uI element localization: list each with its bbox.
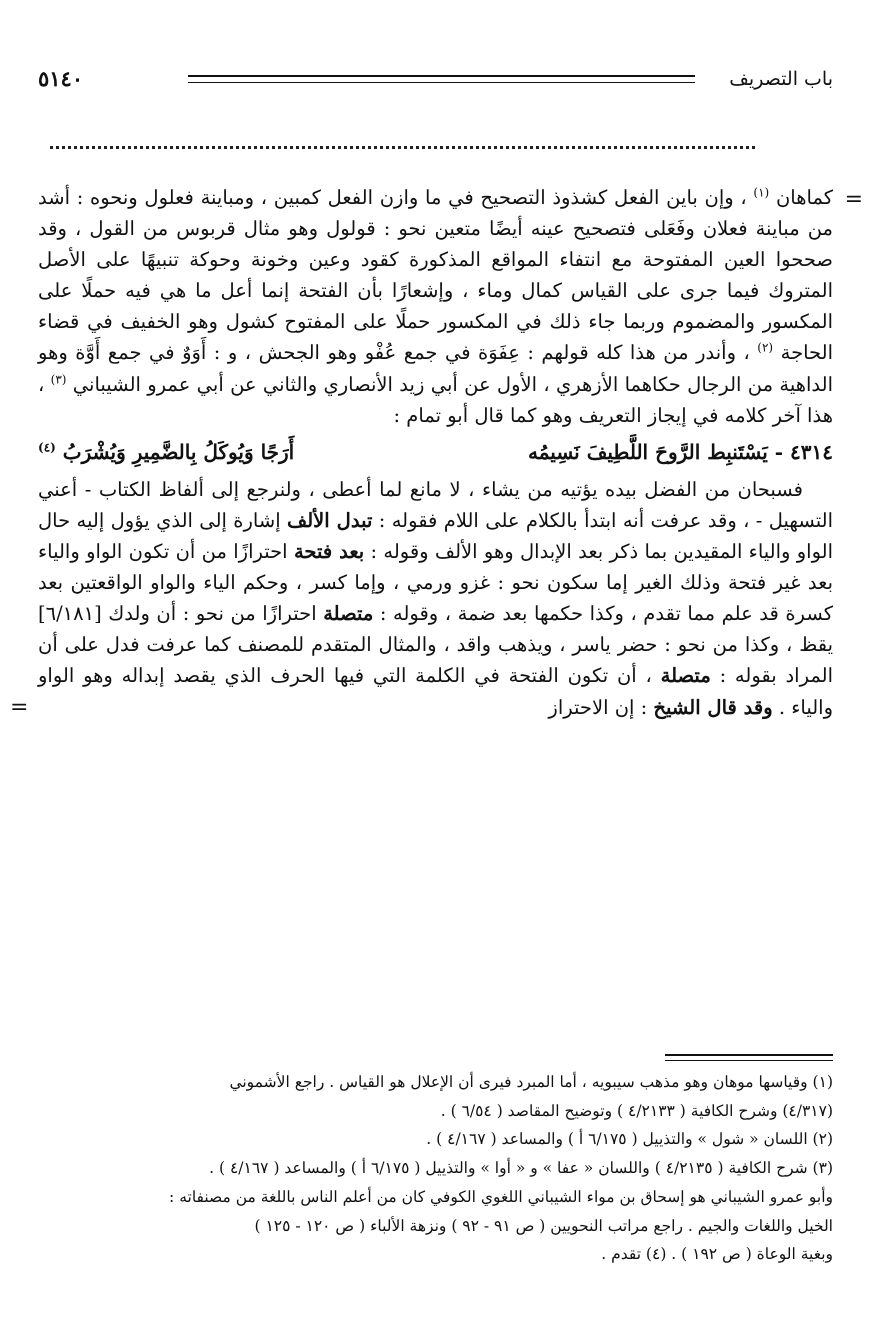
footnote-line: (٤/٣١٧) وشرح الكافية ( ٤/٢١٣٣ ) وتوضيح المقاصد ( ٦/٥٤ ) . <box>440 1101 833 1120</box>
footnote-line: (١) وقياسها موهان وهو مذهب سيبويه ، أما المبرد فيرى أن الإعلال هو القياس . راجع الأشموني <box>229 1073 833 1091</box>
footnote-line: وبغية الوعاة ( ص ١٩٢ ) . (٤) تقدم . <box>601 1245 833 1264</box>
footnote-ref-4: (٤) <box>38 440 56 455</box>
verse-second-hemistich: أَرَجًا وَيُوكَلُ بِالضَّمِيرِ وَيُشْرَبُ $^{(٤)}$ <box>38 439 295 464</box>
main-text <box>10 182 863 723</box>
dotted-separator <box>50 146 755 149</box>
header-rule <box>188 75 695 83</box>
footnote-ref-1: (١) <box>753 185 770 200</box>
paragraph-1: كماهان $^{(١)}$ ، وإن باين الفعل كشذوذ التصحيح في ما وازن الفعل كمبين ، ومباينة فعلول ونحوه : أشد من مباينة فعلان وفَعَلى فتصحيح عينه أيضًا متعين نحو : قولول وهو مثال قربوس من القول ، وقد صححوا العين المفتوحة مع انتفاء المواقع المذكورة كقود وعين وخونة وحوكة تنبيهًا على الأصل المتروك فيما جرى على القياس كمال وماء ، وإشعارًا بأن الفتحة إنما أعل ما هي فيه حملًا على المكسور والمضموم وربما جاء ذلك في المكسور حملًا على المفتوح كشول وهو الخفيف في قضاء الحاجة $^{(٢)}$ ، وأندر من هذا كله قولهم : عِفَوَة في جمع عُفْو وهو الجحش ، و : أَوَوٌ في جمع أَوَّة وهو الداهية من الرجال حكاهما الأزهري ، الأول عن أبي زيد الأنصاري والثاني عن أبي عمرو الشيباني $^{(٣)}$ ، هذا آخر كلامه في إيجاز التعريف وهو كما قال أبو تمام : <box>38 185 834 427</box>
footnote-rule <box>665 1054 833 1061</box>
chapter-title: باب التصريف <box>729 68 833 90</box>
continuation-mark-end: = <box>10 694 29 720</box>
footnote-ref-3: (٣) <box>50 372 67 387</box>
footnote-ref-2: (٢) <box>757 340 774 355</box>
footnote-line: وأبو عمرو الشيباني هو إسحاق بن مواء الشيباني اللغوي الكوفي كان من أعلم الناس باللغة من مصنفاته : <box>169 1187 833 1206</box>
bold-term: متصلة <box>660 664 711 688</box>
poetry-verse <box>38 437 833 468</box>
footnote-line: (٢) اللسان « شول » والتذييل ( ٦/١٧٥ أ ) والمساعد ( ٤/١٦٧ ) . <box>426 1130 833 1149</box>
bold-term: وقد قال الشيخ <box>653 695 773 719</box>
footnotes <box>38 1068 833 1269</box>
verse-number: ٤٣١٤ - <box>774 439 833 464</box>
footnote-line: الخيل واللغات والجيم . راجع مراتب النحويين ( ص ٩١ - ٩٢ ) ونزهة الألباء ( ص ١٢٠ - ١٢٥ ) <box>254 1216 833 1235</box>
running-header <box>38 66 833 96</box>
bold-term: تبدل الألف <box>287 508 373 532</box>
verse-first-hemistich: ٤٣١٤ - يَسْتَنبِط الرَّوحَ اللَّطِيفَ نَسِيمُه <box>528 439 833 464</box>
bold-term: متصلة <box>323 602 374 626</box>
bold-term: بعد فتحة <box>293 540 365 564</box>
page-number: ٥١٤٠ <box>38 66 84 91</box>
footnote-line: (٣) شرح الكافية ( ٤/٢١٣٥ ) واللسان « عفا » و « أوا » والتذييل ( ٦/١٧٥ أ ) والمساعد ( ٤/١٦٧ ) . <box>209 1159 833 1178</box>
paragraph-2: فسبحان من الفضل بيده يؤتيه من يشاء ، لا مانع لما أعطى ، ولنرجع إلى ألفاظ الكتاب - أعني التسهيل - ، وقد عرفت أنه ابتدأ بالكلام على اللام فقوله : تبدل الألف إشارة إلى الذي يؤول إليه حال الواو والياء المقيدين بما ذكر بعد الإبدال وهو الألف وقوله : بعد فتحة احترازًا من أن تكون الواو والياء بعد غير فتحة وذلك الغير إما سكون نحو : غزو ورمي ، وإما كسر ، وحكم الياء والواو الواقعتين بعد كسرة قد علم مما تقدم ، وكذا حكمها بعد ضمة ، وقوله : متصلة احترازًا من نحو : أن ولدك [٦/١٨١] يقظ ، وكذا من نحو : حضر ياسر ، ويذهب واقد ، والمثال المتقدم للمصنف كما عرفت فدل على أن المراد بقوله : متصلة ، أن تكون الفتحة في الكلمة التي فيها الحرف الذي يقصد إبداله وهو الواو والياء . وقد قال الشيخ : إن الاحتراز = <box>38 474 833 723</box>
continuation-mark-start: = <box>844 187 863 212</box>
